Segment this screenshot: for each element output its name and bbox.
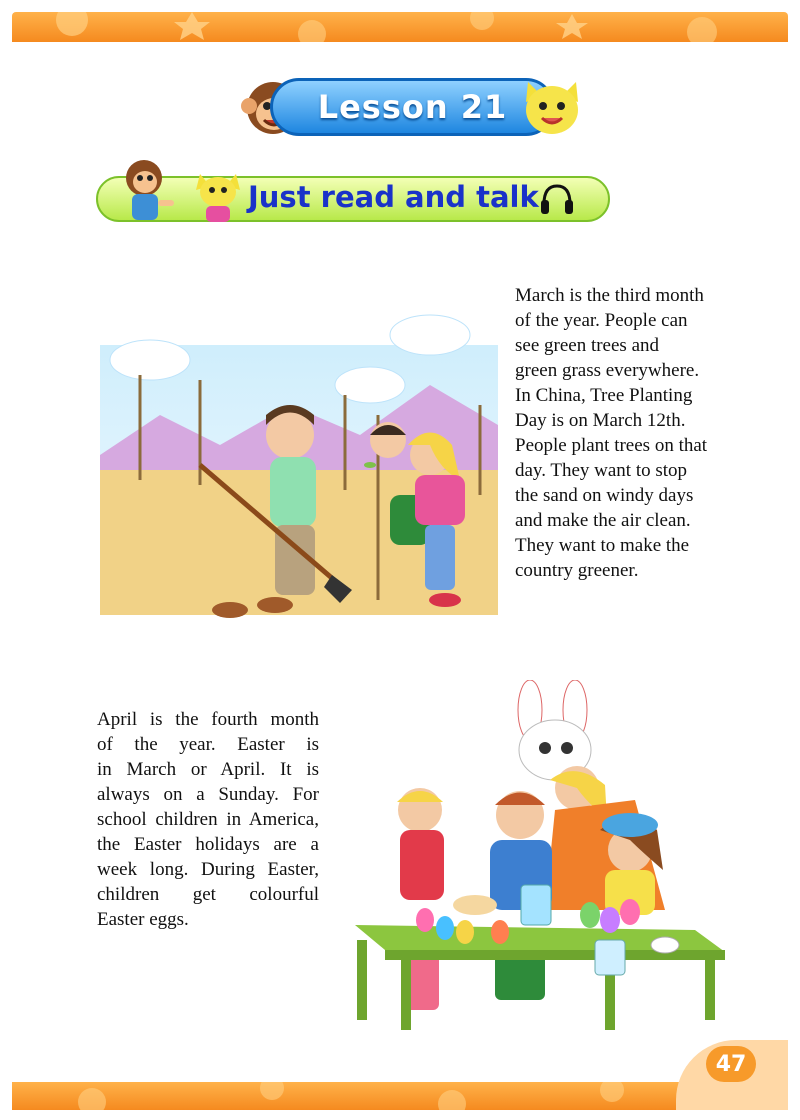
text-line: of the year. Easter is (97, 734, 319, 755)
april-paragraph (97, 707, 319, 932)
easter-eggs-illustration (345, 680, 725, 1035)
text-line: the Easter holidays are a (97, 834, 319, 855)
page-number: 47 (715, 1051, 747, 1077)
text-line: week long. During Easter, (97, 859, 319, 880)
cat-mascot-small (190, 170, 246, 224)
text-line: in March or April. It is (97, 759, 319, 780)
bottom-banner (12, 1082, 788, 1110)
text-line: green grass everywhere. (515, 360, 700, 381)
cat-mascot (520, 76, 584, 138)
march-paragraph (515, 283, 735, 583)
banner-decoration (12, 1082, 788, 1110)
text-line: In China, Tree Planting (515, 385, 693, 406)
text-line: of the year. People can (515, 310, 688, 331)
text-line: and make the air clean. (515, 510, 691, 531)
text-line: They want to make the (515, 535, 690, 556)
text-line: April is the fourth month (97, 709, 319, 730)
text-line: People plant trees on that (515, 435, 708, 456)
text-line: Easter eggs. (97, 909, 189, 930)
banner-decoration (12, 12, 788, 42)
text-line: school children in America, (97, 809, 319, 830)
text-line: always on a Sunday. For (97, 784, 319, 805)
tree-planting-illustration (100, 305, 498, 630)
text-line: children get colourful (97, 884, 319, 905)
page-number-badge (706, 1046, 756, 1082)
text-line: March is the third month (515, 285, 704, 306)
text-line: Day is on March 12th. (515, 410, 686, 431)
lesson-title-pill (270, 78, 555, 136)
text-line: country greener. (515, 560, 639, 581)
lesson-title: Lesson 21 (317, 88, 508, 126)
text-line: day. They want to stop (515, 460, 688, 481)
text-line: see green trees and (515, 335, 660, 356)
text-line: the sand on windy days (515, 485, 694, 506)
top-banner (12, 12, 788, 42)
headphones-icon[interactable] (538, 182, 576, 216)
section-title: Just read and talk (248, 180, 539, 214)
monkey-mascot-small (108, 154, 180, 226)
